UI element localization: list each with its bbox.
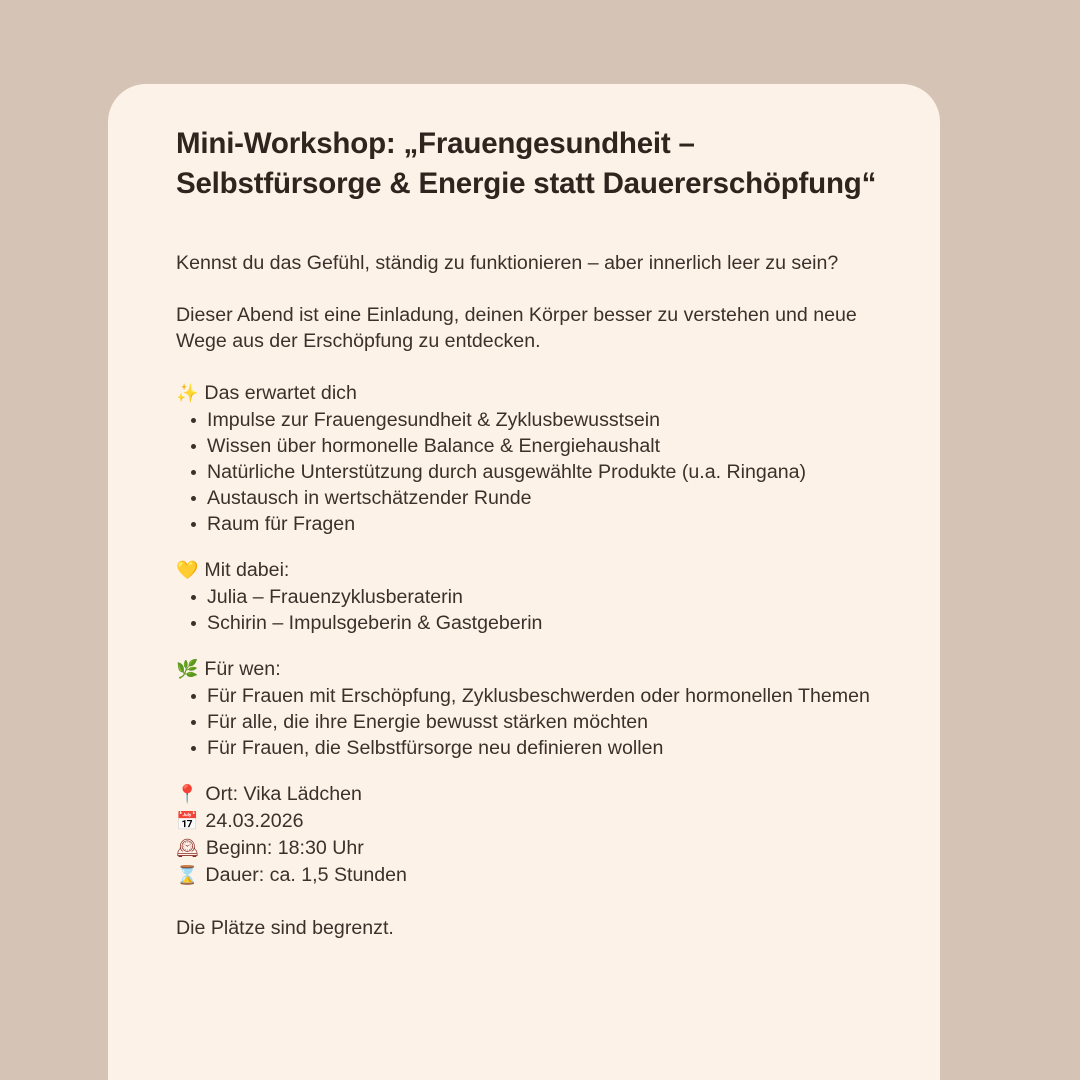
- detail-location: [176, 781, 894, 808]
- spacer: [176, 636, 894, 656]
- list-item: Natürliche Unterstützung durch ausgewählte Produkte (u.a. Ringana): [176, 459, 887, 485]
- closing-note: Die Plätze sind begrenzt.: [176, 917, 394, 939]
- spacer: [176, 276, 894, 302]
- section-heading-label: Das erwartet dich: [204, 382, 357, 404]
- spacer: [176, 889, 894, 915]
- list-item: Julia – Frauenzyklusberaterin: [176, 584, 887, 610]
- list-item: Wissen über hormonelle Balance & Energiehaushalt: [176, 433, 887, 459]
- section-fuer-wen: [176, 656, 894, 761]
- section-mit-dabei: [176, 557, 894, 636]
- list-item: Impulse zur Frauengesundheit & Zyklusbewusstsein: [176, 407, 887, 433]
- spacer: [176, 761, 894, 781]
- detail-duration: [176, 862, 894, 889]
- list-item: Für alle, die ihre Energie bewusst stärken möchten: [176, 709, 887, 735]
- list-item: Austausch in wertschätzender Runde: [176, 485, 887, 511]
- list-item: Schirin – Impulsgeberin & Gastgeberin: [176, 610, 887, 636]
- invitation-card: [108, 84, 940, 1080]
- section-bullet-list: [176, 683, 894, 761]
- section-das-erwartet-dich: [176, 380, 894, 537]
- section-heading: [176, 380, 894, 407]
- section-bullet-list: [176, 584, 894, 636]
- hourglass-icon: ⌛: [176, 865, 199, 886]
- spacer: [176, 537, 894, 557]
- list-item: Für Frauen mit Erschöpfung, Zyklusbeschwerden oder hormonellen Themen: [176, 683, 887, 709]
- calendar-icon: 📅: [176, 811, 199, 832]
- detail-location-text: Ort: Vika Lädchen: [205, 783, 362, 805]
- spacer: [176, 204, 894, 250]
- detail-date-text: 24.03.2026: [205, 810, 304, 832]
- page-title: Mini-Workshop: „Frauengesundheit – Selbstfürsorge & Energie statt Dauererschöpfung“: [176, 127, 877, 200]
- spacer: [176, 354, 894, 380]
- intro-question: Kennst du das Gefühl, ständig zu funktionieren – aber innerlich leer zu sein?: [176, 252, 839, 274]
- list-item: Raum für Fragen: [176, 511, 887, 537]
- detail-duration-text: Dauer: ca. 1,5 Stunden: [205, 864, 407, 886]
- event-details: [176, 781, 894, 889]
- list-item: Für Frauen, die Selbstfürsorge neu definieren wollen: [176, 735, 887, 761]
- section-heading: [176, 557, 894, 584]
- card-content: [108, 124, 940, 941]
- detail-start-time: [176, 835, 894, 862]
- yellow-heart-icon: 💛: [176, 560, 199, 581]
- section-heading-label: Für wen:: [204, 658, 281, 680]
- sparkles-icon: ✨: [176, 383, 199, 404]
- detail-start-time-text: Beginn: 18:30 Uhr: [205, 837, 364, 859]
- intro-description: Dieser Abend ist eine Einladung, deinen Körper besser zu verstehen und neue Wege aus der Erschöpfung zu entdecken.: [176, 304, 857, 352]
- herb-icon: 🌿: [176, 659, 199, 680]
- location-pin-icon: 📍: [176, 784, 199, 805]
- section-heading: [176, 656, 894, 683]
- mantelpiece-clock-icon: 🕰: [176, 838, 199, 859]
- section-bullet-list: [176, 407, 894, 537]
- detail-date: [176, 808, 894, 835]
- section-heading-label: Mit dabei:: [204, 559, 290, 581]
